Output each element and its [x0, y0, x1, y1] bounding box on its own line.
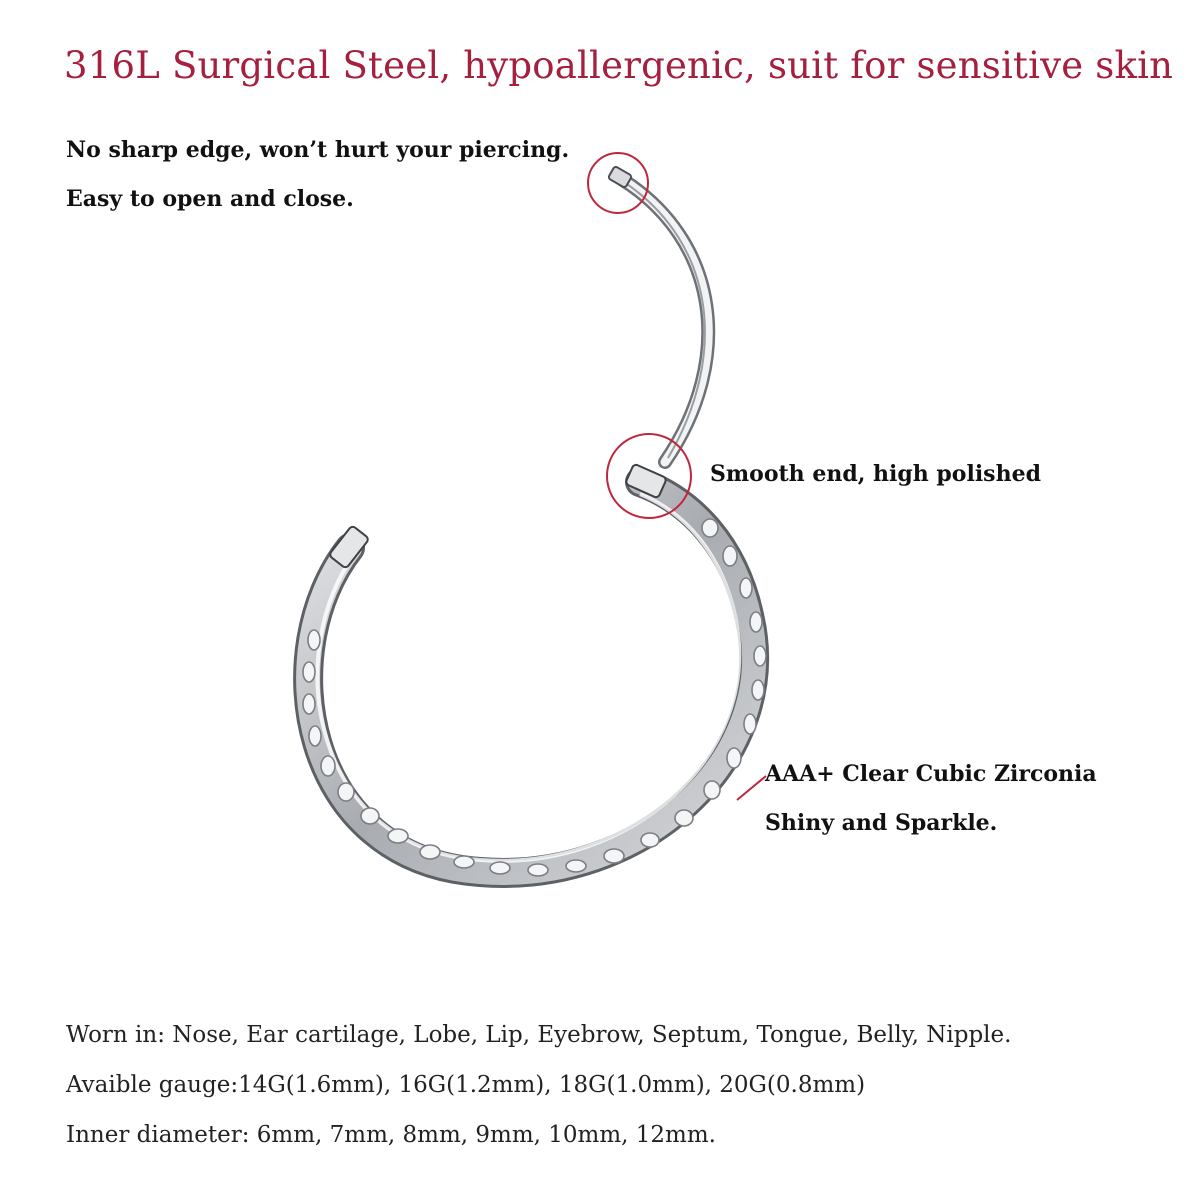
callout-no-sharp-edge: No sharp edge, won’t hurt your piercing. [66, 137, 570, 163]
callout-shiny-sparkle: Shiny and Sparkle. [765, 810, 998, 836]
page-title: 316L Surgical Steel, hypoallergenic, suit for sensitive skin [64, 44, 1174, 87]
callout-cubic-zirconia: AAA+ Clear Cubic Zirconia [765, 761, 1097, 787]
cubic-zirconia-row [303, 519, 766, 876]
open-hinge-segment [608, 166, 708, 462]
spec-gauge: Avaible gauge:14G(1.6mm), 16G(1.2mm), 18G(1.0mm), 20G(0.8mm) [66, 1072, 866, 1098]
callout-smooth-end: Smooth end, high polished [710, 461, 1041, 487]
callout-leader-line [737, 776, 766, 800]
spec-worn-in: Worn in: Nose, Ear cartilage, Lobe, Lip, Eyebrow, Septum, Tongue, Belly, Nipple. [66, 1022, 1012, 1048]
spec-inner-diameter: Inner diameter: 6mm, 7mm, 8mm, 9mm, 10mm, 12mm. [66, 1122, 716, 1148]
callout-easy-open: Easy to open and close. [66, 186, 354, 212]
